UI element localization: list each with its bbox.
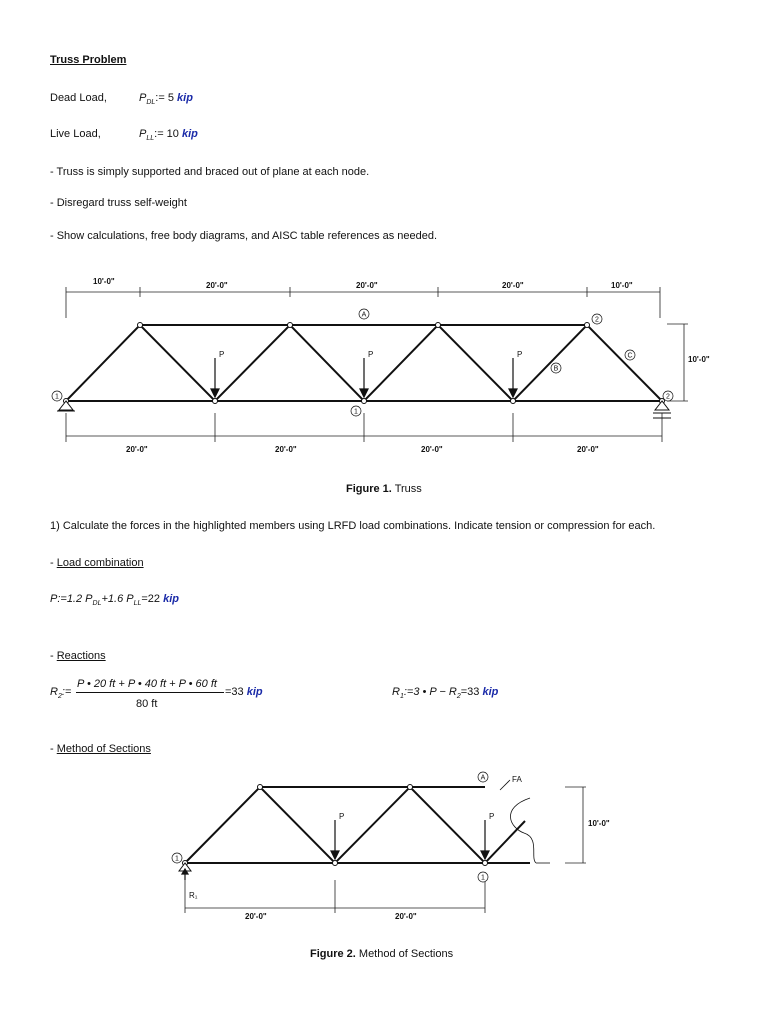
node-label-1: 1 xyxy=(55,393,59,401)
load-label-3: P xyxy=(517,350,523,359)
dead-load-label: Dead Load, xyxy=(50,92,107,104)
figure-2-caption: Figure 2. Method of Sections xyxy=(310,948,454,960)
reactions-heading: - Reactions xyxy=(50,650,106,662)
top-dim-4: 20'-0" xyxy=(502,281,524,290)
fig2-member-label-a: A xyxy=(480,774,486,782)
node-label-4: 2 xyxy=(595,316,599,324)
method-of-sections-figure xyxy=(0,768,768,938)
fig2-node-label-1: 1 xyxy=(175,855,179,863)
fig2-dim-2: 20'-0" xyxy=(395,912,417,921)
note-3: - Show calculations, free body diagrams, and AISC table references as needed. xyxy=(50,230,438,242)
height-dim: 10'-0" xyxy=(688,355,710,364)
fa-label: FA xyxy=(512,775,522,784)
top-dim-3: 20'-0" xyxy=(356,281,378,290)
bottom-dim-1: 20'-0" xyxy=(126,445,148,454)
question-1: 1) Calculate the forces in the highlighted members using LRFD load combinations. Indicate tension or compression for each. xyxy=(50,520,656,532)
bottom-dim-2: 20'-0" xyxy=(275,445,297,454)
top-dim-1: 10'-0" xyxy=(93,277,115,286)
load-combo-eq: P:=1.2 $P_{DL}+1.6$ $P_{LL}=22$ kip xyxy=(50,593,180,608)
member-label-b: B xyxy=(553,365,559,373)
fig2-node-label-2: 1 xyxy=(481,874,485,882)
r2-result: =33 kip xyxy=(225,686,263,698)
bottom-dim-4: 20'-0" xyxy=(577,445,599,454)
figure-1-caption: Figure 1. Truss xyxy=(346,483,422,495)
reaction-label: R₁ xyxy=(189,891,198,900)
member-label-a: A xyxy=(361,311,367,319)
sections-heading: - Method of Sections xyxy=(50,743,151,755)
note-1: - Truss is simply supported and braced out of plane at each node. xyxy=(50,166,370,178)
page-title: Truss Problem xyxy=(50,54,127,66)
r1-eq: $R_1:=3$ • $P - R_2=33$ kip xyxy=(392,686,499,701)
dead-load-eq: $P_{DL}:= 5$ kip xyxy=(139,92,193,107)
bottom-dim-3: 20'-0" xyxy=(421,445,443,454)
note-2: - Disregard truss self-weight xyxy=(50,197,187,209)
truss-figure-1 xyxy=(0,270,768,470)
fig2-height-dim: 10'-0" xyxy=(588,819,610,828)
node-label-3: 1 xyxy=(354,408,358,416)
member-label-c: C xyxy=(627,352,633,360)
top-dim-2: 20'-0" xyxy=(206,281,228,290)
fraction-bar xyxy=(76,692,224,693)
live-load-eq: $P_{LL}:= 10$ kip xyxy=(139,128,198,143)
r2-numerator: P • 20 ft + P • 40 ft + P • 60 ft xyxy=(77,678,217,690)
r2-lhs: $R_2:=$ xyxy=(50,686,72,701)
top-dim-5: 10'-0" xyxy=(611,281,633,290)
fig2-load-label-1: P xyxy=(339,812,345,821)
live-load-label: Live Load, xyxy=(50,128,101,140)
fig2-load-label-2: P xyxy=(489,812,495,821)
load-combo-heading: - Load combination xyxy=(50,557,144,569)
load-label-2: P xyxy=(368,350,374,359)
r2-denominator: 80 ft xyxy=(136,698,158,710)
load-label-1: P xyxy=(219,350,225,359)
node-label-2: 2 xyxy=(666,393,670,401)
fig2-dim-1: 20'-0" xyxy=(245,912,267,921)
